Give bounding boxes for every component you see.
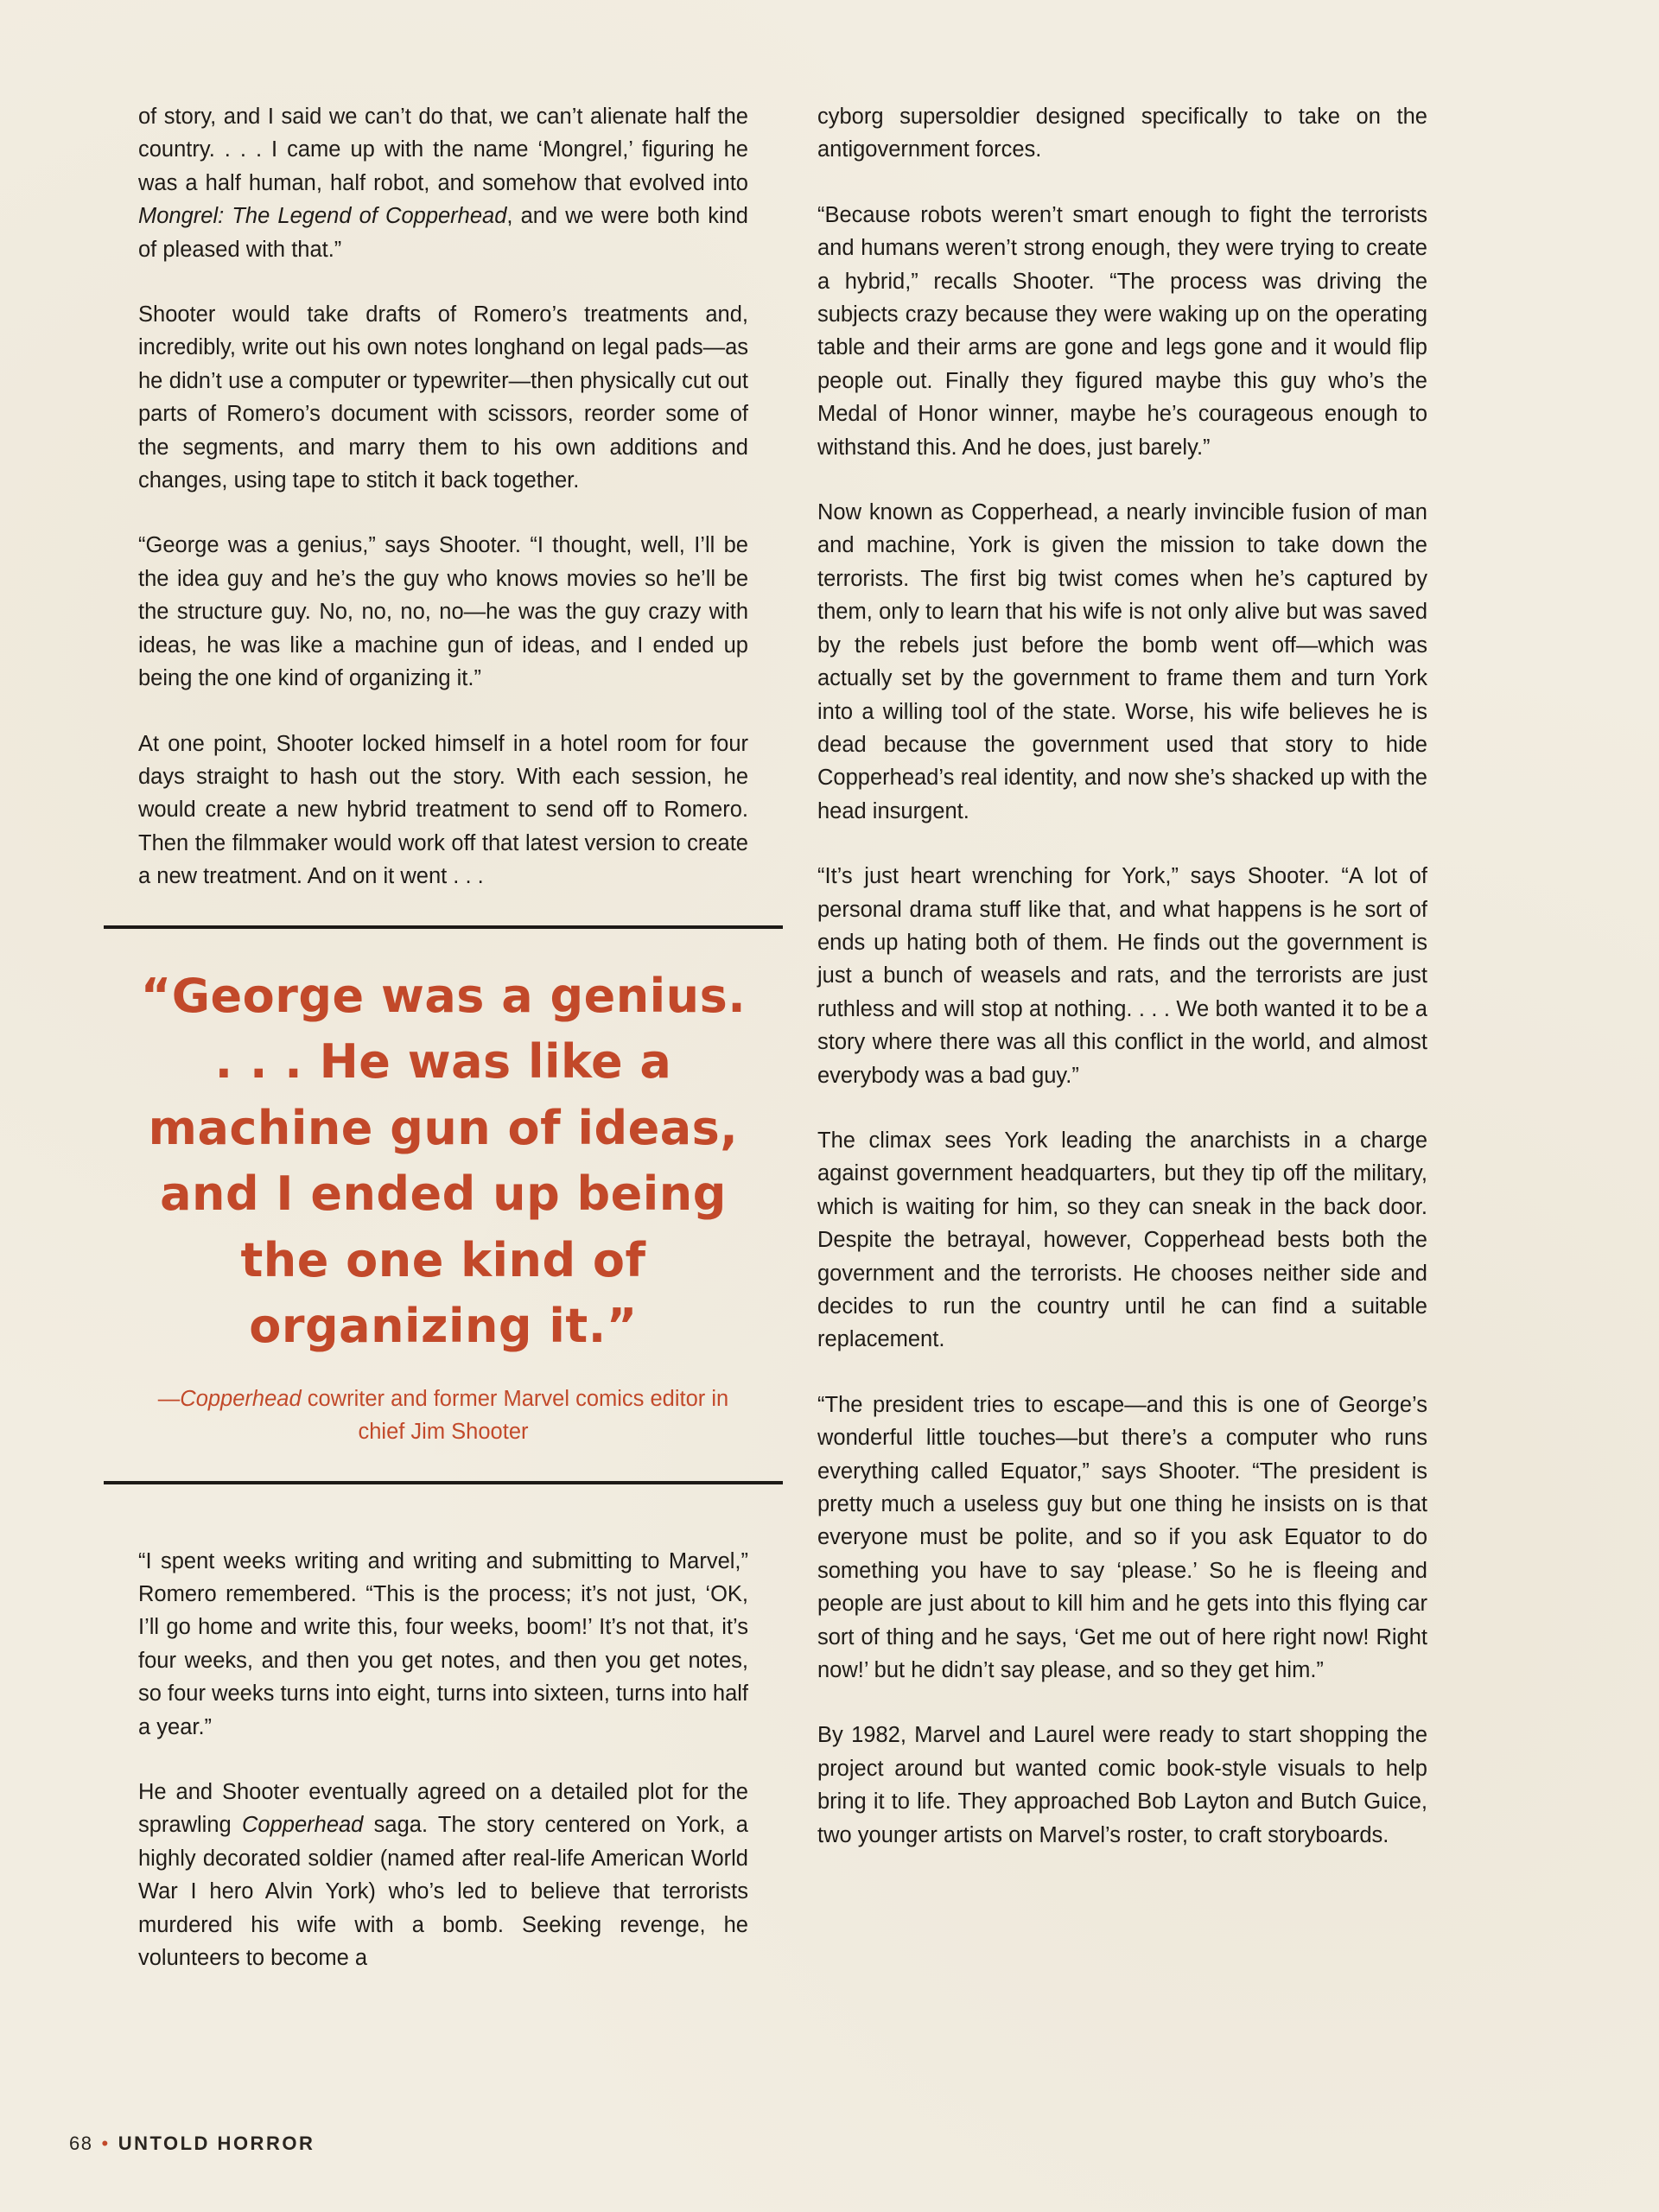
body-paragraph: Now known as Copperhead, a nearly invincible fusion of man and machine, York is given the mission to take down the terrorists. The first big twist comes when he’s captured by them, only to learn that his wife is not only alive but was saved by the rebels just before the bomb went off—which was actually set by the government to frame them and turn York into a willing tool of the state. Worse, his wife believes he is dead because the government used that story to hide Copperhead’s real identity, and now she’s shacked up with the head insurgent. — [817, 500, 1427, 823]
body-paragraph — [138, 100, 748, 266]
pull-quote-box — [104, 925, 783, 1484]
text-run: , and we were both kind of pleased with that.” — [138, 204, 748, 262]
body-paragraph: At one point, Shooter locked himself in a hotel room for four days straight to hash out the story. With each session, he would create a new hybrid treatment to send off to Romero. Then the filmmaker would work off that latest version to create a new treatment. And on it went . . . — [138, 731, 748, 889]
body-paragraph: By 1982, Marvel and Laurel were ready to start shopping the project around but wanted comic book-style visuals to help bring it to life. They approached Bob Layton and Butch Guice, two younger artists on Marvel’s roster, to craft storyboards. — [817, 1723, 1427, 1847]
body-paragraph: “It’s just heart wrenching for York,” says Shooter. “A lot of personal drama stuff like that, and what happens is he sort of ends up hating both of them. He finds out the government is just a bunch of weasels and rats, and the terrorists are just ruthless and will stop at nothing. . . . We both wanted it to be a story where there was all this conflict in the world, and almost everybody was a bad guy.” — [817, 864, 1427, 1088]
body-paragraph: “I spent weeks writing and writing and submitting to Marvel,” Romero remembered. “This is the process; it’s not just, ‘OK, I’ll go home and write this, four weeks, boom!’ It’s not that, it’s four weeks, and then you get notes, and then you get notes, so four weeks turns into eight, turns into sixteen, turns into half a year.” — [138, 1548, 748, 1739]
body-paragraph: The climax sees York leading the anarchists in a charge against government headquarters, but they tip off the military, which is waiting for him, so they can sneak in the back door. Despite the betrayal, however, Copperhead bests both the government and the terrorists. He chooses neither side and decides to run the country until he can find a suitable replacement. — [817, 1128, 1427, 1352]
body-paragraph: “The president tries to escape—and this is one of George’s wonderful little touches—but there’s a computer who runs everything called Equator,” says Shooter. “The president is pretty much a useless guy but one thing he insists on is that everyone must be polite, and so if you ask Equator to do something you have to say ‘please.’ So he is fleeing and people are just about to kill him and he gets into this flying car sort of thing and he says, ‘Get me out of here right now! Right now!’ but he didn’t say please, and so they get him.” — [817, 1392, 1427, 1683]
attribution-dash: — — [157, 1386, 181, 1411]
pull-quote-attribution — [138, 1382, 748, 1448]
italic-title: Mongrel: The Legend of Copperhead — [138, 204, 507, 229]
page-number: 68 — [69, 2133, 93, 2154]
text-run: of story, and I said we can’t do that, we can’t alienate half the country. . . . I came up with the name ‘Mongrel,’ figuring he was a half human, half robot, and somehow that evolved into — [138, 105, 748, 195]
body-paragraph: “George was a genius,” says Shooter. “I thought, well, I’ll be the idea guy and he’s the guy who knows movies so he’ll be the structure guy. No, no, no, no—he was the guy crazy with ideas, he was like a machine gun of ideas, and I ended up being the one kind of organizing it.” — [138, 533, 748, 691]
attribution-text: cowriter and former Marvel comics editor in chief Jim Shooter — [301, 1386, 729, 1444]
body-paragraph: cyborg supersoldier designed specifically to take on the antigovernment forces. — [817, 105, 1427, 162]
italic-title: Copperhead — [180, 1386, 302, 1411]
book-title: UNTOLD HORROR — [118, 2133, 315, 2154]
footer-bullet: • — [101, 2133, 110, 2154]
text-run: He and Shooter eventually agreed on a detailed plot for the sprawling — [138, 1779, 748, 1838]
italic-title: Copperhead — [242, 1813, 364, 1838]
body-paragraph: Shooter would take drafts of Romero’s treatments and, incredibly, write out his own notes longhand on legal pads—as he didn’t use a computer or typewriter—then physically cut out parts of Romero’s document with scissors, reorder some of the segments, and marry them to his own additions and changes, using tape to stitch it back together. — [138, 302, 748, 493]
body-paragraph — [138, 1776, 748, 1974]
page-footer — [69, 2133, 315, 2155]
text-run: saga. The story centered on York, a highly decorated soldier (named after real-life American World War I hero Alvin York) who’s led to believe that terrorists murdered his wife with a bomb. Seeking revenge, he volunteers to become a — [138, 1813, 748, 1970]
pull-quote-text: “George was a genius. . . . He was like a machine gun of ideas, and I ended up being the one kind of organizing it.” — [140, 968, 747, 1354]
right-column — [817, 100, 1427, 1884]
body-paragraph: “Because robots weren’t smart enough to fight the terrorists and humans weren’t strong enough, they were trying to create a hybrid,” recalls Shooter. “The process was driving the subjects crazy because they were waking up on the operating table and their arms are gone and legs gone and it would flip people out. Finally they figured maybe this guy who’s the Medal of Honor winner, maybe he’s courageous enough to withstand this. And he does, just barely.” — [817, 202, 1427, 460]
left-column — [138, 100, 748, 2006]
